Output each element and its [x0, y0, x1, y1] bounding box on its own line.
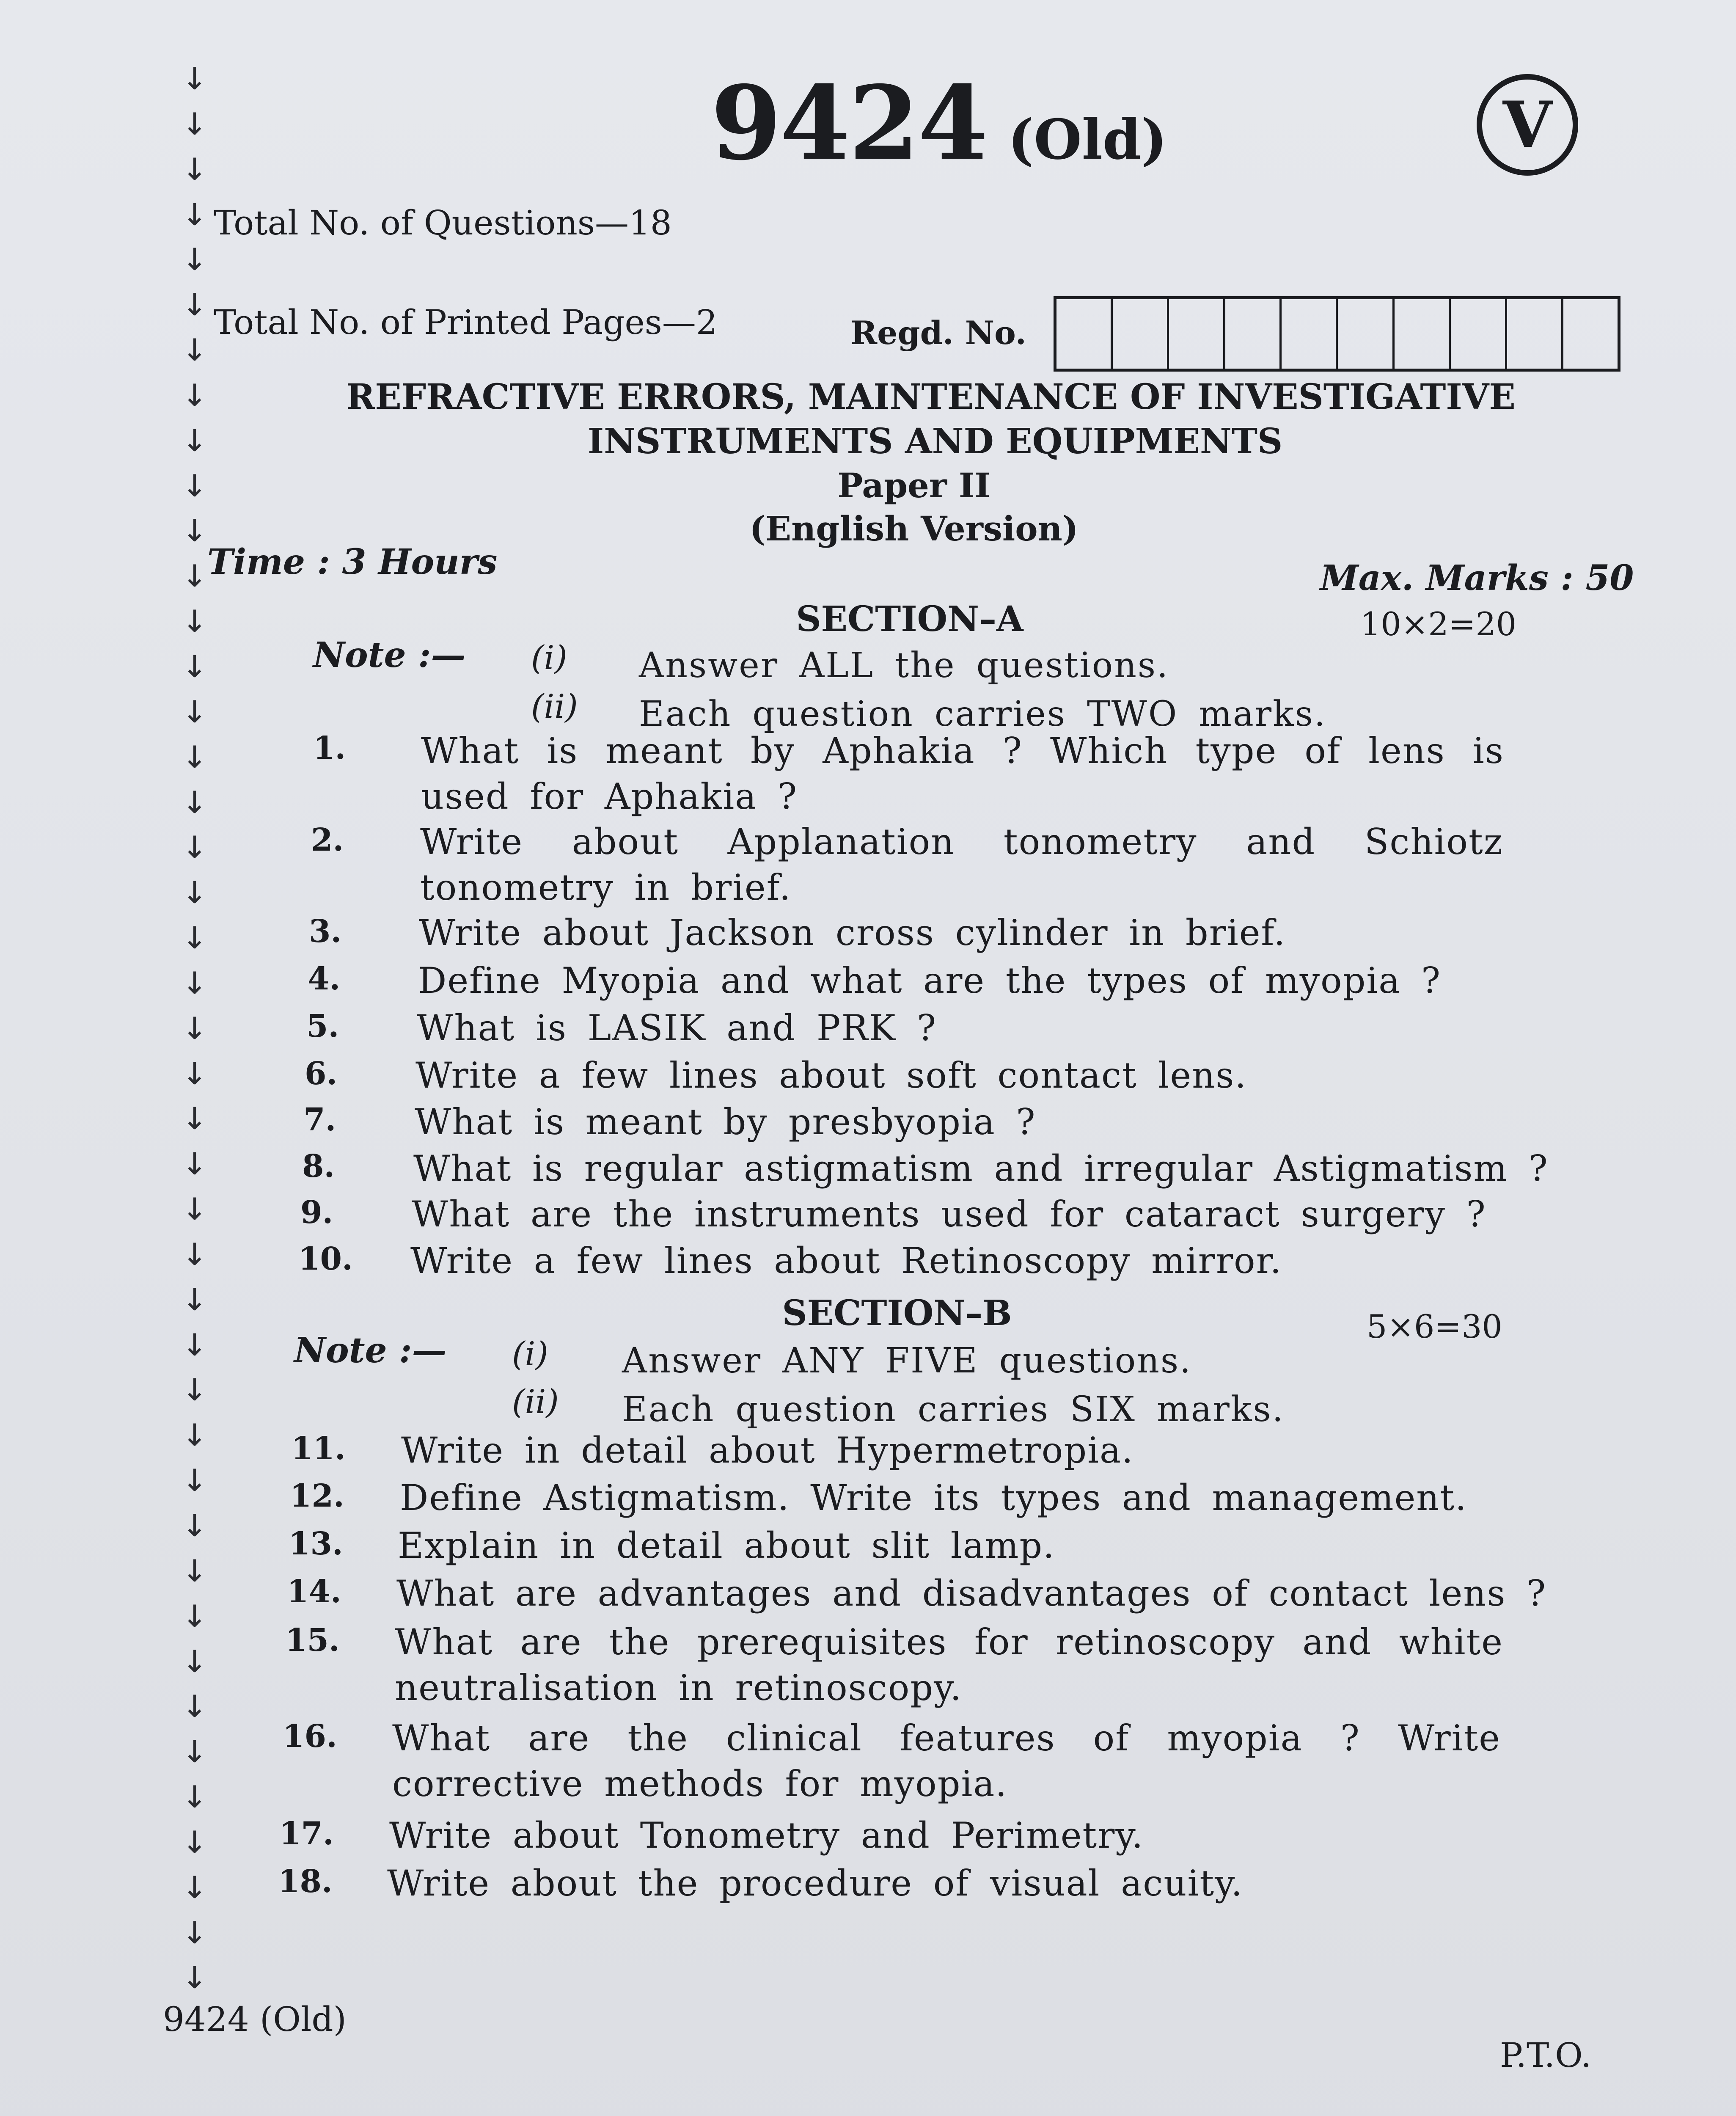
question-text: What is LASIK and PRK ?	[417, 1007, 937, 1049]
regd-digit-box[interactable]	[1282, 299, 1338, 369]
question-text: What are the prerequisites for retinoscopy and white neutralisation in retinoscopy.	[395, 1621, 1503, 1708]
question-number: 9.	[300, 1194, 333, 1231]
regd-digit-box[interactable]	[1451, 299, 1507, 369]
margin-arrow: ↓	[182, 1146, 208, 1182]
margin-arrow: ↓	[182, 1327, 208, 1363]
title-line-1: REFRACTIVE ERRORS, MAINTENANCE OF INVESTIGATIVE	[346, 377, 1516, 417]
question-text: Write about Applanation tonometry and Schiotz tonometry in brief.	[420, 821, 1503, 908]
margin-arrow: ↓	[182, 1055, 208, 1091]
margin-arrow: ↓	[182, 1553, 208, 1589]
regd-digit-box[interactable]	[1056, 299, 1113, 369]
margin-arrow: ↓	[182, 242, 208, 278]
regd-digit-box[interactable]	[1507, 299, 1563, 369]
margin-arrow: ↓	[182, 1508, 208, 1543]
margin-arrow: ↓	[182, 422, 208, 458]
regd-digit-box[interactable]	[1113, 299, 1169, 369]
regd-digit-box[interactable]	[1169, 299, 1225, 369]
margin-arrow: ↓	[182, 1915, 208, 1951]
margin-arrow: ↓	[182, 332, 208, 368]
margin-arrow: ↓	[182, 1689, 208, 1725]
margin-arrow: ↓	[182, 1281, 208, 1317]
question-text: Define Astigmatism. Write its types and management.	[400, 1477, 1467, 1518]
section-a-heading: SECTION–A	[796, 599, 1023, 639]
section-b-note-text: Each question carries SIX marks.	[622, 1389, 1285, 1430]
question-number: 1.	[313, 730, 346, 766]
regd-digit-box[interactable]	[1338, 299, 1394, 369]
question-number: 16.	[283, 1718, 337, 1755]
margin-arrow: ↓	[182, 739, 208, 775]
question-number: 13.	[289, 1526, 343, 1562]
question-number: 5.	[306, 1008, 339, 1044]
margin-arrow: ↓	[182, 1010, 208, 1046]
margin-arrow: ↓	[182, 784, 208, 820]
margin-arrow: ↓	[182, 648, 208, 684]
question-text: What is meant by Aphakia ? Which type of lens is used for Aphakia ?	[421, 730, 1504, 817]
margin-arrow: ↓	[182, 965, 208, 1001]
margin-arrow: ↓	[182, 603, 208, 639]
footer-paper-code: 9424 (Old)	[163, 2000, 347, 2039]
set-letter: V	[1502, 88, 1552, 162]
margin-arrow: ↓	[182, 694, 208, 730]
question-number: 11.	[291, 1430, 346, 1467]
time-allowed: Time : 3 Hours	[207, 542, 498, 582]
question-text: What is regular astigmatism and irregular Astigmatism ?	[413, 1148, 1549, 1189]
margin-arrow: ↓	[182, 1779, 208, 1815]
question-text: Write about Tonometry and Perimetry.	[389, 1815, 1144, 1856]
margin-arrow: ↓	[182, 1191, 208, 1227]
section-b-note-roman: (ii)	[512, 1383, 559, 1421]
version-line: (English Version)	[749, 509, 1078, 548]
margin-arrow: ↓	[182, 829, 208, 865]
section-a-note-roman: (ii)	[531, 688, 578, 726]
section-b-note-roman: (i)	[512, 1335, 548, 1373]
margin-arrow: ↓	[182, 875, 208, 911]
margin-arrow: ↓	[182, 61, 208, 96]
section-a-note-label: Note :—	[313, 635, 466, 675]
regd-digit-box[interactable]	[1225, 299, 1282, 369]
question-number: 10.	[298, 1241, 353, 1277]
margin-arrow: ↓	[182, 920, 208, 956]
margin-arrow: ↓	[182, 287, 208, 323]
section-b-note-text: Answer ANY FIVE questions.	[622, 1341, 1192, 1381]
please-turn-over: P.T.O.	[1500, 2036, 1592, 2075]
margin-arrow: ↓	[182, 558, 208, 594]
paper-code-number: 9424	[711, 63, 987, 183]
title-line-2: INSTRUMENTS AND EQUIPMENTS	[587, 421, 1283, 462]
margin-arrow: ↓	[182, 1372, 208, 1408]
question-text: Write a few lines about Retinoscopy mirror.	[410, 1240, 1282, 1281]
margin-arrow: ↓	[182, 377, 208, 413]
question-text: Write a few lines about soft contact lens.	[415, 1055, 1247, 1096]
section-b-note-label: Note :—	[294, 1330, 447, 1371]
question-text: Write about Jackson cross cylinder in brief.	[419, 912, 1286, 953]
total-questions: Total No. of Questions—18	[214, 203, 672, 242]
margin-arrow: ↓	[182, 1417, 208, 1453]
margin-arrow: ↓	[182, 513, 208, 549]
question-text: Write in detail about Hypermetropia.	[401, 1430, 1134, 1471]
margin-arrow: ↓	[182, 1598, 208, 1634]
margin-arrow: ↓	[182, 1824, 208, 1860]
margin-arrow: ↓	[182, 1463, 208, 1499]
regd-label: Regd. No.	[850, 314, 1026, 352]
question-number: 3.	[309, 913, 342, 950]
margin-arrow: ↓	[182, 196, 208, 232]
margin-arrow: ↓	[182, 468, 208, 504]
max-marks: Max. Marks : 50	[1320, 558, 1634, 598]
paper-number: Paper II	[837, 466, 990, 505]
question-number: 6.	[305, 1055, 338, 1092]
margin-arrow: ↓	[182, 1643, 208, 1679]
margin-arrow: ↓	[182, 1236, 208, 1272]
question-number: 7.	[303, 1102, 336, 1138]
section-b-heading: SECTION–B	[782, 1293, 1012, 1334]
margin-arrow: ↓	[182, 1960, 208, 1996]
margin-arrow: ↓	[182, 151, 208, 187]
question-number: 15.	[285, 1622, 340, 1659]
paper-version-tag: (Old)	[1007, 107, 1167, 172]
regd-number-boxes[interactable]	[1054, 296, 1620, 372]
question-number: 8.	[302, 1148, 335, 1185]
margin-arrow: ↓	[182, 1101, 208, 1137]
question-number: 12.	[290, 1478, 344, 1514]
question-number: 14.	[287, 1573, 341, 1610]
question-number: 17.	[279, 1816, 334, 1852]
question-text: What are the clinical features of myopia ? Write corrective methods for myopia.	[392, 1717, 1501, 1805]
section-a-marks: 10×2=20	[1360, 605, 1517, 643]
question-text: What are advantages and disadvantages of contact lens ?	[396, 1573, 1547, 1614]
regd-digit-box[interactable]	[1395, 299, 1451, 369]
margin-arrow: ↓	[182, 1869, 208, 1905]
question-number: 2.	[311, 822, 344, 858]
question-text: What is meant by presbyopia ?	[415, 1101, 1036, 1143]
paper-code	[711, 63, 1167, 183]
section-b-marks: 5×6=30	[1367, 1308, 1502, 1345]
question-number: 18.	[278, 1863, 333, 1900]
section-a-note-roman: (i)	[531, 639, 567, 677]
question-text: Explain in detail about slit lamp.	[398, 1525, 1055, 1566]
section-a-note-text: Each question carries TWO marks.	[639, 694, 1326, 734]
margin-arrow: ↓	[182, 1734, 208, 1770]
margin-arrow: ↓	[182, 106, 208, 142]
question-text: Define Myopia and what are the types of myopia ?	[418, 960, 1442, 1001]
regd-digit-box[interactable]	[1563, 299, 1618, 369]
total-pages: Total No. of Printed Pages—2	[214, 303, 718, 342]
question-text: Write about the procedure of visual acuity.	[387, 1863, 1244, 1904]
margin-arrow-column	[163, 61, 226, 1996]
question-number: 4.	[308, 961, 341, 997]
section-a-note-text: Answer ALL the questions.	[639, 645, 1169, 686]
question-text: What are the instruments used for cataract surgery ?	[412, 1193, 1486, 1235]
set-letter-circle	[1477, 74, 1578, 176]
